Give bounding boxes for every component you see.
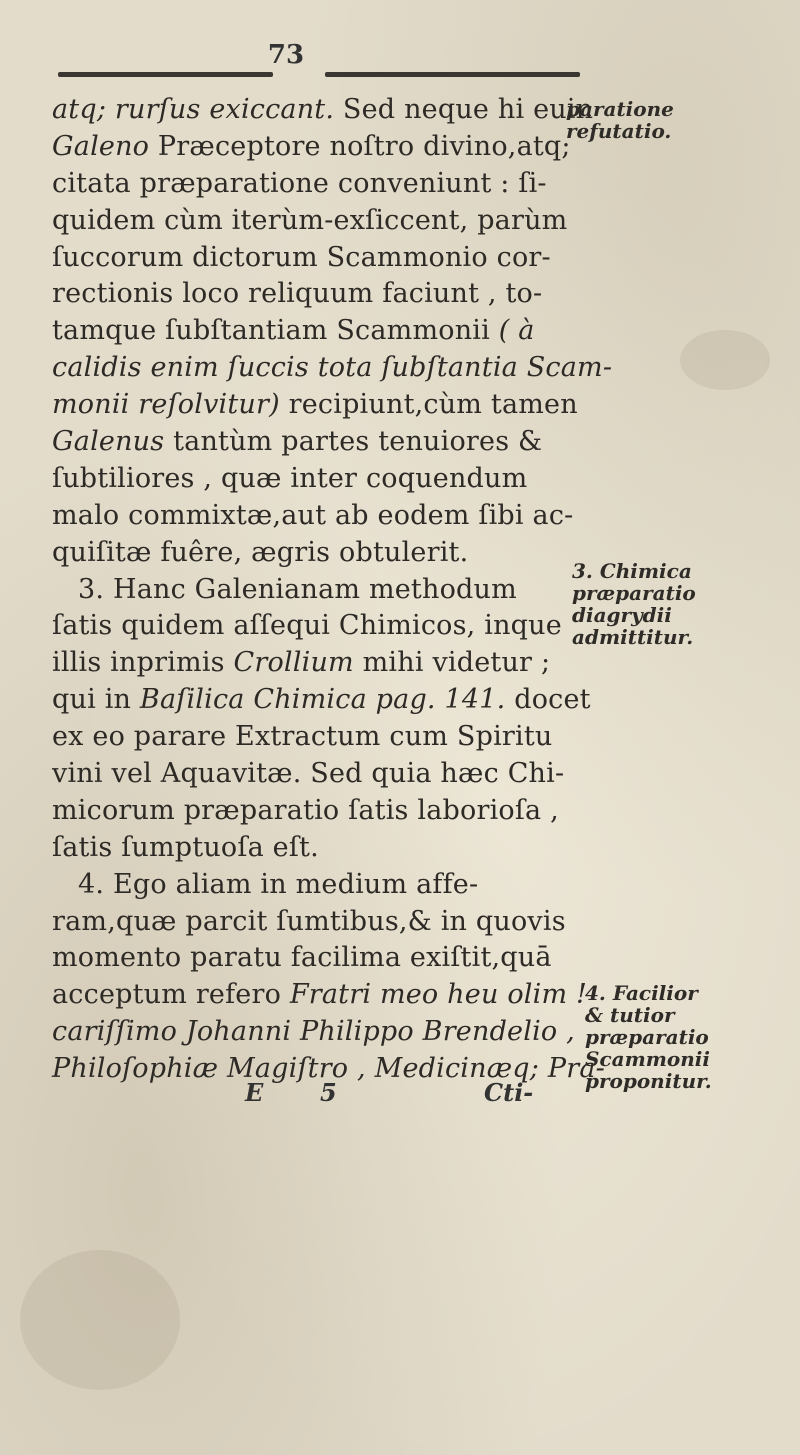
text-line — [52, 830, 572, 867]
margin-note-line: refutatio. — [566, 119, 672, 143]
roman-run: docet — [505, 684, 591, 716]
margin-note-line: proponitur. — [585, 1069, 712, 1093]
roman-run: qui in — [52, 684, 140, 716]
italic-run: Baſilica Chimica pag. 141. — [139, 684, 506, 716]
italic-run: Fratri meo heu olim ! — [289, 979, 588, 1011]
text-line — [52, 719, 572, 756]
signature-mark: E — [245, 1078, 264, 1107]
text-line — [52, 350, 613, 387]
margin-note-line: Scammonii — [585, 1047, 710, 1071]
roman-run: momento paratu facilima exiſtit,quā — [52, 942, 552, 974]
signature-number: 5 — [320, 1078, 337, 1107]
roman-run: tamque ſubſtantiam Scammonii — [52, 315, 499, 347]
roman-run: mihi videtur ; — [353, 647, 551, 679]
roman-run: ſatis ſumptuoſa eſt. — [52, 831, 319, 863]
margin-note-chemical-preparation — [572, 560, 696, 648]
roman-run: quidem cùm iterùm-exſiccent, parùm — [52, 204, 568, 236]
roman-run: vini vel Aquavitæ. Sed quia hæc Chi- — [52, 758, 565, 790]
text-line — [52, 572, 572, 609]
text-line — [52, 129, 572, 166]
text-line — [52, 461, 572, 498]
text-line — [52, 977, 588, 1014]
roman-run: rectionis loco reliquum faciunt , to- — [52, 278, 543, 310]
text-line — [52, 645, 572, 682]
margin-note-easier-preparation — [585, 982, 712, 1092]
text-line — [52, 535, 572, 572]
roman-run: 4. Ego aliam in medium affe- — [78, 868, 479, 900]
roman-run: ex eo parare Extractum cum Spiritu — [52, 721, 553, 753]
main-text — [52, 92, 613, 1088]
text-line — [52, 387, 578, 424]
margin-note-line: 4. Facilior — [585, 981, 698, 1005]
text-line — [52, 940, 572, 977]
text-line — [52, 608, 572, 645]
italic-run: Crollium — [233, 647, 354, 679]
roman-run: recipiunt,cùm tamen — [279, 389, 578, 421]
header-rule-right — [325, 72, 580, 77]
text-line — [52, 498, 572, 535]
margin-note-line: paratione — [566, 97, 674, 121]
roman-run: tantùm partes tenuiores & — [164, 426, 543, 458]
text-line — [52, 92, 594, 129]
text-line — [52, 276, 572, 313]
page-number: 73 — [267, 40, 305, 70]
text-line — [52, 166, 572, 203]
roman-run: 3. Hanc Galenianam methodum — [78, 573, 517, 605]
roman-run: micorum præparatio ſatis laborioſa , — [52, 794, 559, 826]
roman-run: ſatis quidem aſſequi Chimicos, inque — [52, 610, 562, 642]
text-line — [52, 682, 591, 719]
catchword: Cti- — [484, 1078, 534, 1107]
header-rule-left — [58, 72, 273, 77]
margin-note-line: diagrydii — [572, 603, 672, 627]
paper-stain — [680, 330, 770, 390]
text-line — [52, 313, 572, 350]
margin-note-line: præparatio — [585, 1025, 709, 1049]
text-line — [52, 424, 572, 461]
paper-stain — [20, 1250, 180, 1390]
roman-run: ſuccorum dictorum Scammonio cor- — [52, 241, 551, 273]
roman-run: Præceptore noſtro divino,atq; — [149, 130, 571, 162]
roman-run: ram,quæ parcit ſumtibus,& in quovis — [52, 905, 566, 937]
margin-note-line: 3. Chimica — [572, 559, 692, 583]
italic-run: ( à — [498, 315, 535, 347]
text-line — [52, 756, 572, 793]
italic-run: monii reſolvitur) — [52, 389, 280, 421]
roman-run: malo commixtæ,aut ab eodem ſibi ac- — [52, 499, 574, 531]
text-line — [52, 203, 572, 240]
text-line — [52, 904, 572, 941]
italic-run: Galeno — [52, 130, 150, 162]
margin-note-line: admittitur. — [572, 625, 694, 649]
text-line — [52, 867, 572, 904]
italic-run: cariſſimo Johanni Philippo Brendelio , — [52, 1016, 575, 1048]
roman-run: ſubtiliores , quæ inter coquendum — [52, 462, 528, 494]
margin-note-refutation — [566, 98, 674, 142]
italic-run: Philoſophiæ Magiſtro , Medicinæq; Pra- — [52, 1053, 605, 1085]
roman-run: acceptum refero — [52, 979, 290, 1011]
margin-note-line: & tutior — [585, 1003, 675, 1027]
italic-run: atq; rurſus exiccant. — [52, 94, 335, 125]
text-line — [52, 1014, 575, 1051]
italic-run: Galenus — [52, 426, 165, 458]
roman-run: Sed neque hi euin — [334, 94, 594, 125]
roman-run: quiſitæ fuêre, ægris obtulerit. — [52, 536, 469, 568]
text-line — [52, 240, 572, 277]
roman-run: citata præparatione conveniunt : ſi- — [52, 167, 547, 199]
roman-run: illis inprimis — [52, 647, 234, 679]
italic-run: calidis enim ſuccis tota ſubſtantia Scam- — [52, 352, 613, 384]
text-line — [52, 793, 572, 830]
margin-note-line: præparatio — [572, 581, 696, 605]
